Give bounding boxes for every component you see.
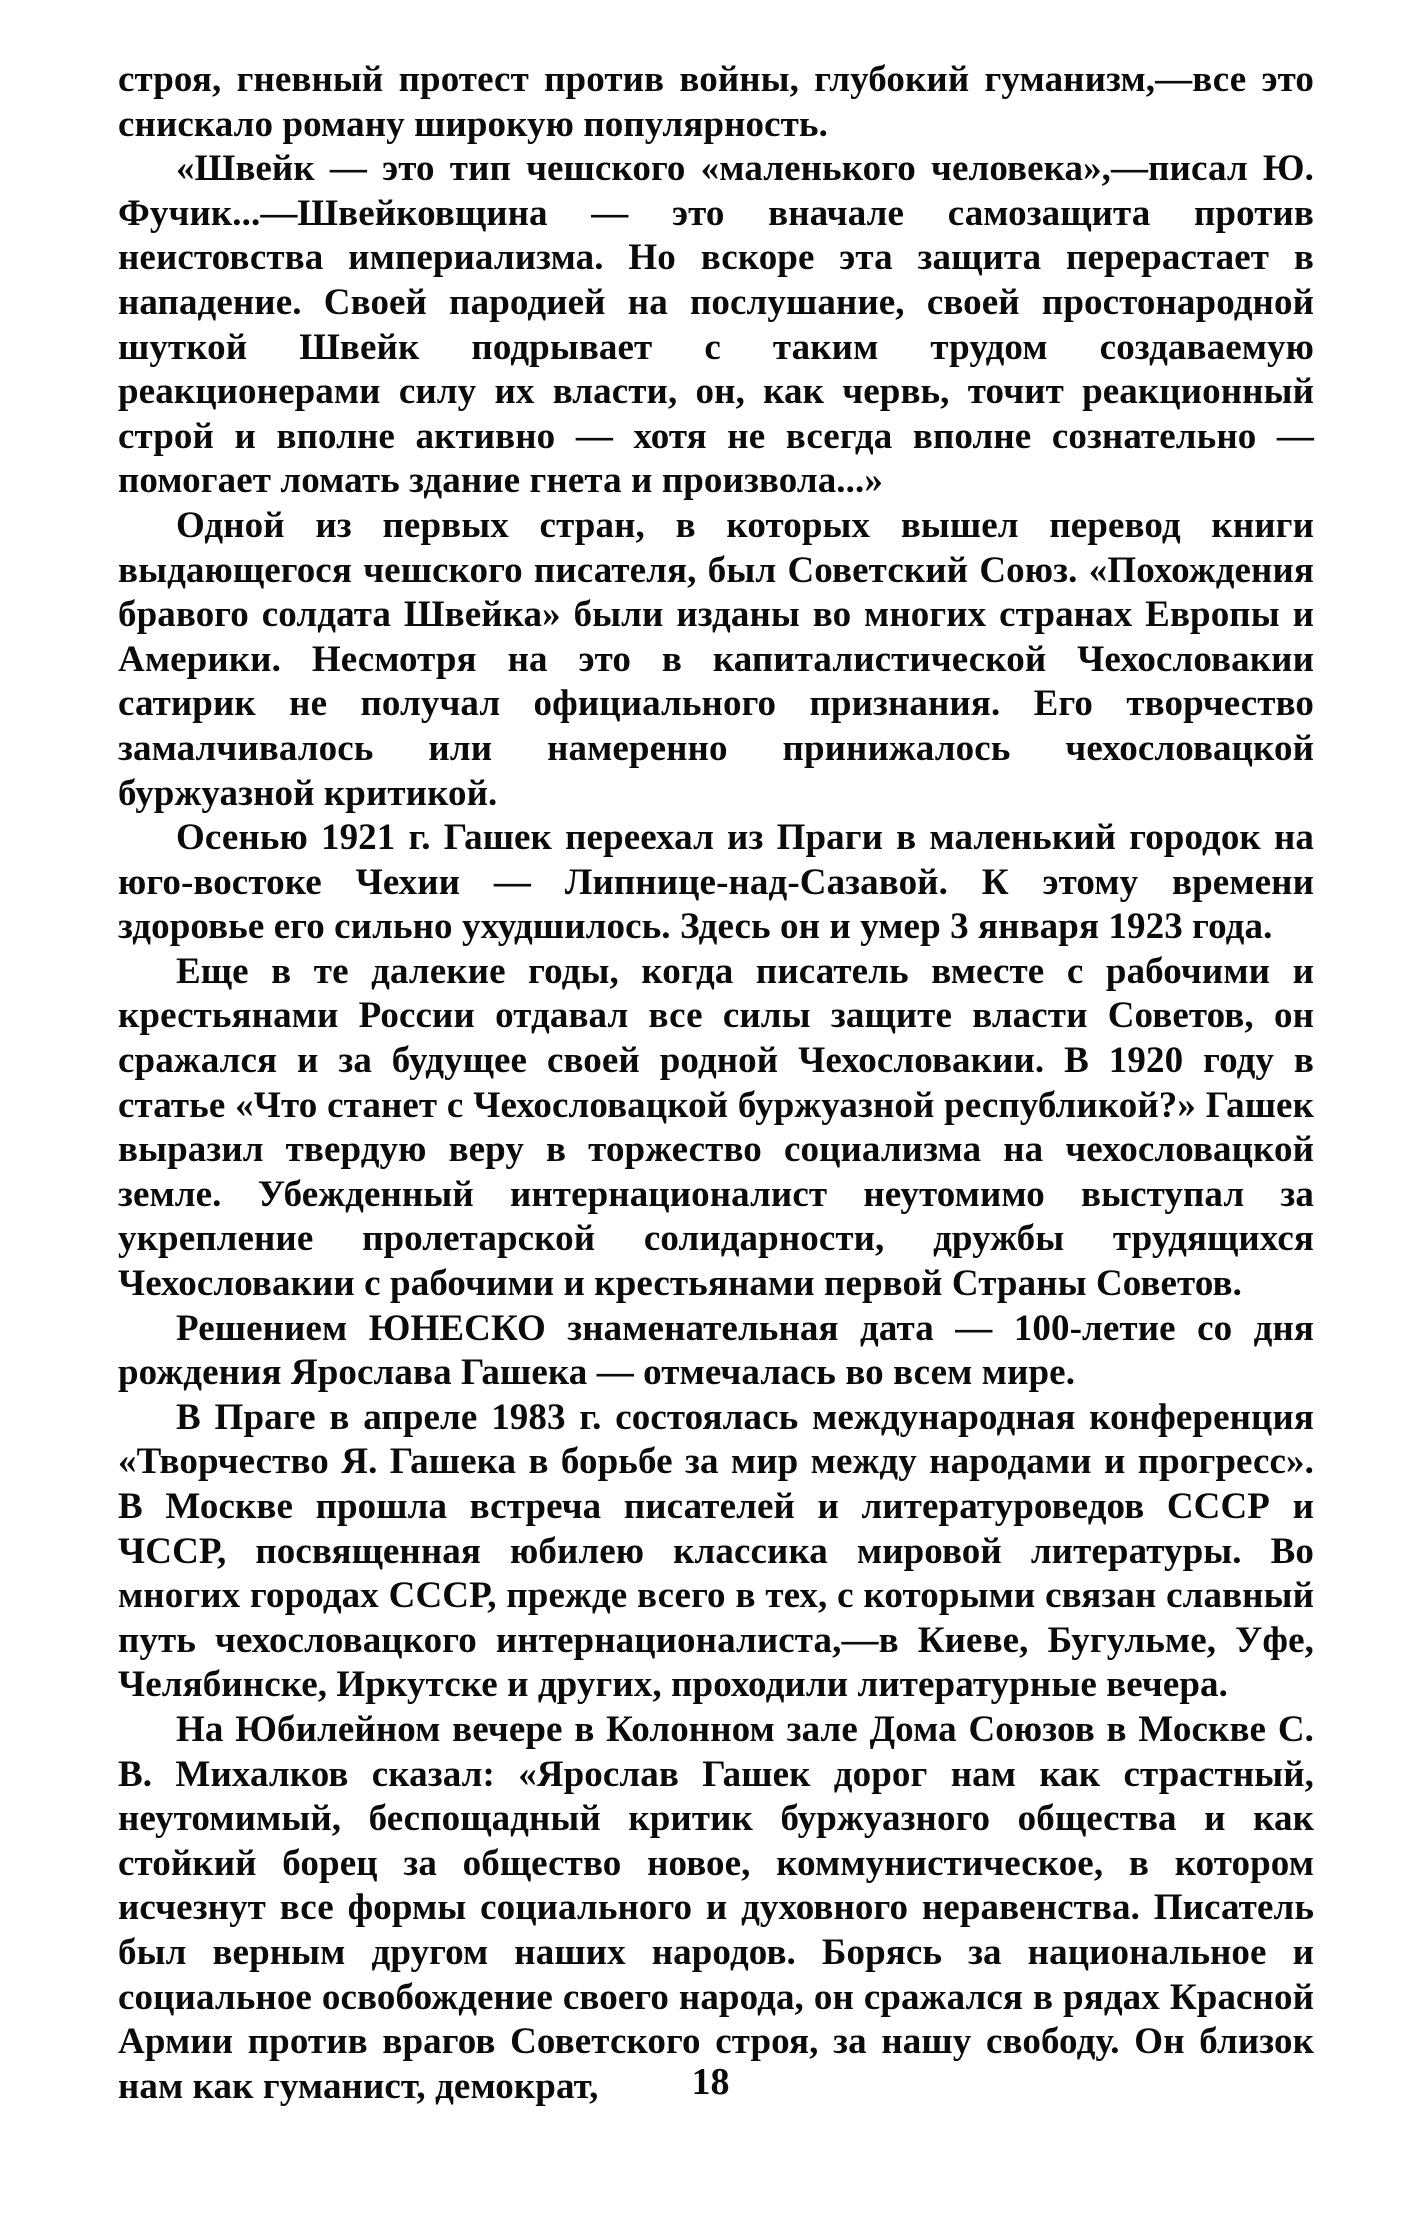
paragraph-6: Решением ЮНЕСКО знаменательная дата — 100-летие со дня рождения Ярослава Гашека — отмечалась во всем мире. — [118, 1307, 1314, 1394]
paragraph-3: Одной из первых стран, в которых вышел перевод книги выдающегося чешского писателя, был Советский Союз. «Похождения бравого солдата Швейка» были изданы во многих странах Европы и Америки. Несмотря на это в капиталистической Чехословакии сатирик не получал официального признания. Его творчество замалчивалось или намеренно принижалось чехословацкой буржуазной критикой. — [118, 504, 1314, 814]
paragraph-4: Осенью 1921 г. Гашек переехал из Праги в маленький городок на юго-востоке Чехии — Липнице-над-Сазавой. К этому времени здоровье его сильно ухудшилось. Здесь он и умер 3 января 1923 года. — [118, 817, 1314, 948]
page-number: 18 — [691, 2061, 730, 2103]
paragraph-7: В Праге в апреле 1983 г. состоялась международная конференция «Творчество Я. Гашека в борьбе за мир между народами и прогресс». В Москве прошла встреча писателей и литературоведов СССР и ЧССР, посвященная юбилею классика мировой литературы. Во многих городах СССР, прежде всего в тех, с которыми связан славный путь чехословацкого интернационалиста,—в Киеве, Бугульме, Уфе, Челябинске, Иркутске и других, проходили литературные вечера. — [118, 1396, 1314, 1706]
paragraph-1: строя, гневный протест против войны, глубокий гуманизм,—все это снискало роману широкую популярность. — [118, 59, 1314, 145]
paragraph-2: «Швейк — это тип чешского «маленького человека»,—писал Ю. Фучик...—Швейковщина — это вначале самозащита против неистовства империализма. Но вскоре эта защита перерастает в нападение. Своей пародией на послушание, своей простонародной шуткой Швейк подрывает с таким трудом создаваемую реакционерами силу их власти, он, как червь, точит реакционный строй и вполне активно — хотя не всегда вполне сознательно — помогает ломать здание гнета и произвола...» — [118, 148, 1314, 502]
paragraph-5: Еще в те далекие годы, когда писатель вместе с рабочими и крестьянами России отдавал все силы защите власти Советов, он сражался и за будущее своей родной Чехословакии. В 1920 году в статье «Что станет с Чехословацкой буржуазной республикой?» Гашек выразил твердую веру в торжество социализма на чехословацкой земле. Убежденный интернационалист неутомимо выступал за укрепление пролетарской солидарности, дружбы трудящихся Чехословакии с рабочими и крестьянами первой Страны Советов. — [118, 950, 1314, 1305]
page-body — [118, 58, 1314, 2109]
paragraph-8: На Юбилейном вечере в Колонном зале Дома Союзов в Москве С. В. Михалков сказал: «Ярослав Гашек дорог нам как страстный, неутомимый, беспощадный критик буржуазного общества и как стойкий борец за общество новое, коммунистическое, в котором исчезнут все формы социального и духовного неравенства. Писатель был верным другом наших народов. Борясь за национальное и социальное освобождение своего народа, он сражался в рядах Красной Армии против врагов Советского строя, за нашу свободу. Он близок нам как гуманист, демократ, — [118, 1708, 1314, 2107]
